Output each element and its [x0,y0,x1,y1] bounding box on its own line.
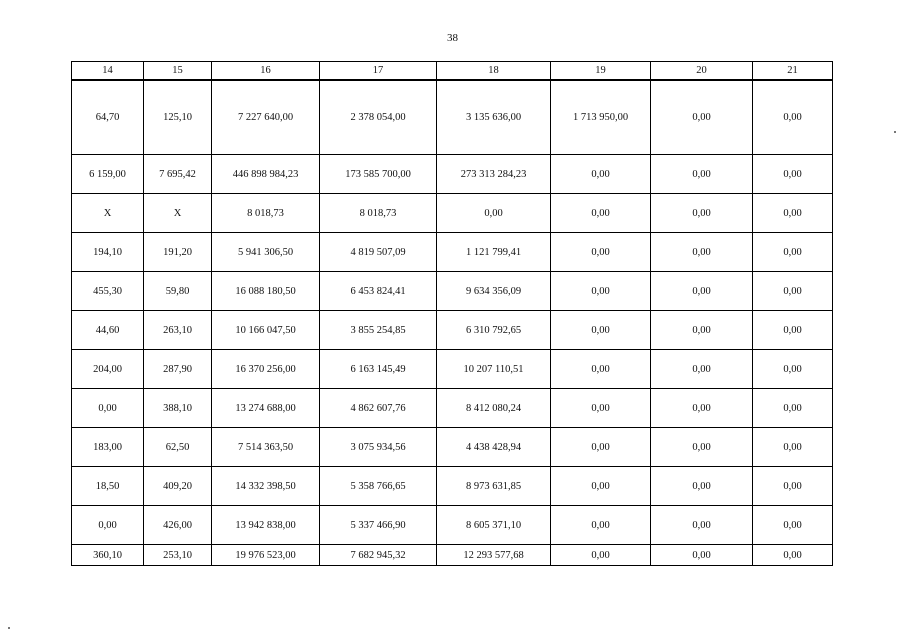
table-cell: 6 163 145,49 [320,350,437,389]
table-cell: 10 207 110,51 [437,350,551,389]
data-table [71,61,833,566]
table-cell: 388,10 [144,389,212,428]
table-cell: 0,00 [651,389,753,428]
table-cell: 3 855 254,85 [320,311,437,350]
table-cell: 7 682 945,32 [320,545,437,566]
table-row [72,272,833,311]
table-cell: 2 378 054,00 [320,80,437,155]
table-cell: 194,10 [72,233,144,272]
table-cell: 191,20 [144,233,212,272]
table-row [72,350,833,389]
table-cell: 8 018,73 [212,194,320,233]
table-cell: 125,10 [144,80,212,155]
table-cell: 0,00 [753,467,833,506]
table-row [72,155,833,194]
table-cell: 16 088 180,50 [212,272,320,311]
table-cell: 10 166 047,50 [212,311,320,350]
scan-speck [894,131,896,133]
table-body [72,62,833,566]
table-cell: 14 332 398,50 [212,467,320,506]
table-cell: 4 819 507,09 [320,233,437,272]
table-cell: 4 862 607,76 [320,389,437,428]
table-cell: 253,10 [144,545,212,566]
table-cell: 0,00 [551,545,651,566]
table-cell: 62,50 [144,428,212,467]
table-cell: 0,00 [651,428,753,467]
table-cell: 0,00 [753,194,833,233]
table-cell: 5 337 466,90 [320,506,437,545]
table-cell: 6 310 792,65 [437,311,551,350]
table-cell: 360,10 [72,545,144,566]
table-row [72,233,833,272]
table-cell: 0,00 [651,350,753,389]
table-cell: 0,00 [651,155,753,194]
column-header: 16 [212,62,320,81]
table-cell: 0,00 [551,194,651,233]
table-cell: 8 605 371,10 [437,506,551,545]
table-cell: 0,00 [551,428,651,467]
table-cell: 0,00 [753,155,833,194]
table-cell: 0,00 [753,428,833,467]
table-cell: 0,00 [753,80,833,155]
scan-speck [8,627,10,629]
table-cell: 204,00 [72,350,144,389]
table-cell: 4 438 428,94 [437,428,551,467]
table-cell: 3 075 934,56 [320,428,437,467]
table-row [72,311,833,350]
table-cell: 273 313 284,23 [437,155,551,194]
table-cell: 13 942 838,00 [212,506,320,545]
table-cell: 9 634 356,09 [437,272,551,311]
table-cell: 59,80 [144,272,212,311]
page-number: 38 [447,32,458,44]
table-cell: 5 941 306,50 [212,233,320,272]
table-cell: 19 976 523,00 [212,545,320,566]
table-cell: X [72,194,144,233]
table-cell: 426,00 [144,506,212,545]
table-cell: 5 358 766,65 [320,467,437,506]
table-cell: 7 695,42 [144,155,212,194]
table-cell: 6 159,00 [72,155,144,194]
table-cell: 0,00 [753,389,833,428]
table-cell: 6 453 824,41 [320,272,437,311]
table-cell: 455,30 [72,272,144,311]
table-cell: 0,00 [72,506,144,545]
column-header: 21 [753,62,833,81]
table-cell: 446 898 984,23 [212,155,320,194]
column-header: 20 [651,62,753,81]
table-cell: 0,00 [551,389,651,428]
table-cell: 0,00 [753,350,833,389]
table-cell: 0,00 [72,389,144,428]
table-cell: X [144,194,212,233]
table-cell: 0,00 [551,233,651,272]
table-cell: 7 514 363,50 [212,428,320,467]
table-cell: 0,00 [651,506,753,545]
table-cell: 12 293 577,68 [437,545,551,566]
table-cell: 0,00 [753,506,833,545]
table-cell: 8 412 080,24 [437,389,551,428]
table-cell: 0,00 [651,467,753,506]
table-row [72,506,833,545]
table-row [72,428,833,467]
table-cell: 0,00 [651,80,753,155]
table-cell: 1 713 950,00 [551,80,651,155]
table-cell: 1 121 799,41 [437,233,551,272]
table-header-row [72,62,833,81]
column-header: 14 [72,62,144,81]
table-cell: 0,00 [551,311,651,350]
table-row [72,80,833,155]
table-cell: 0,00 [437,194,551,233]
table-cell: 0,00 [753,545,833,566]
table-row [72,194,833,233]
table-cell: 18,50 [72,467,144,506]
table-cell: 7 227 640,00 [212,80,320,155]
table-row [72,467,833,506]
column-header: 18 [437,62,551,81]
table-cell: 0,00 [753,311,833,350]
table-cell: 0,00 [551,350,651,389]
table-cell: 0,00 [551,155,651,194]
table-cell: 173 585 700,00 [320,155,437,194]
table-cell: 0,00 [551,467,651,506]
table-cell: 8 973 631,85 [437,467,551,506]
table-cell: 0,00 [551,272,651,311]
table-cell: 44,60 [72,311,144,350]
table-cell: 64,70 [72,80,144,155]
table-cell: 8 018,73 [320,194,437,233]
table-cell: 263,10 [144,311,212,350]
table-row [72,545,833,566]
table-cell: 13 274 688,00 [212,389,320,428]
table-cell: 0,00 [753,233,833,272]
table-cell: 3 135 636,00 [437,80,551,155]
table-cell: 0,00 [753,272,833,311]
column-header: 17 [320,62,437,81]
table-cell: 409,20 [144,467,212,506]
table-cell: 0,00 [651,233,753,272]
table-row [72,389,833,428]
table-cell: 0,00 [651,194,753,233]
column-header: 19 [551,62,651,81]
table-cell: 0,00 [651,272,753,311]
table-cell: 0,00 [551,506,651,545]
table-cell: 287,90 [144,350,212,389]
table-cell: 183,00 [72,428,144,467]
table-cell: 0,00 [651,545,753,566]
table-cell: 0,00 [651,311,753,350]
table-cell: 16 370 256,00 [212,350,320,389]
column-header: 15 [144,62,212,81]
